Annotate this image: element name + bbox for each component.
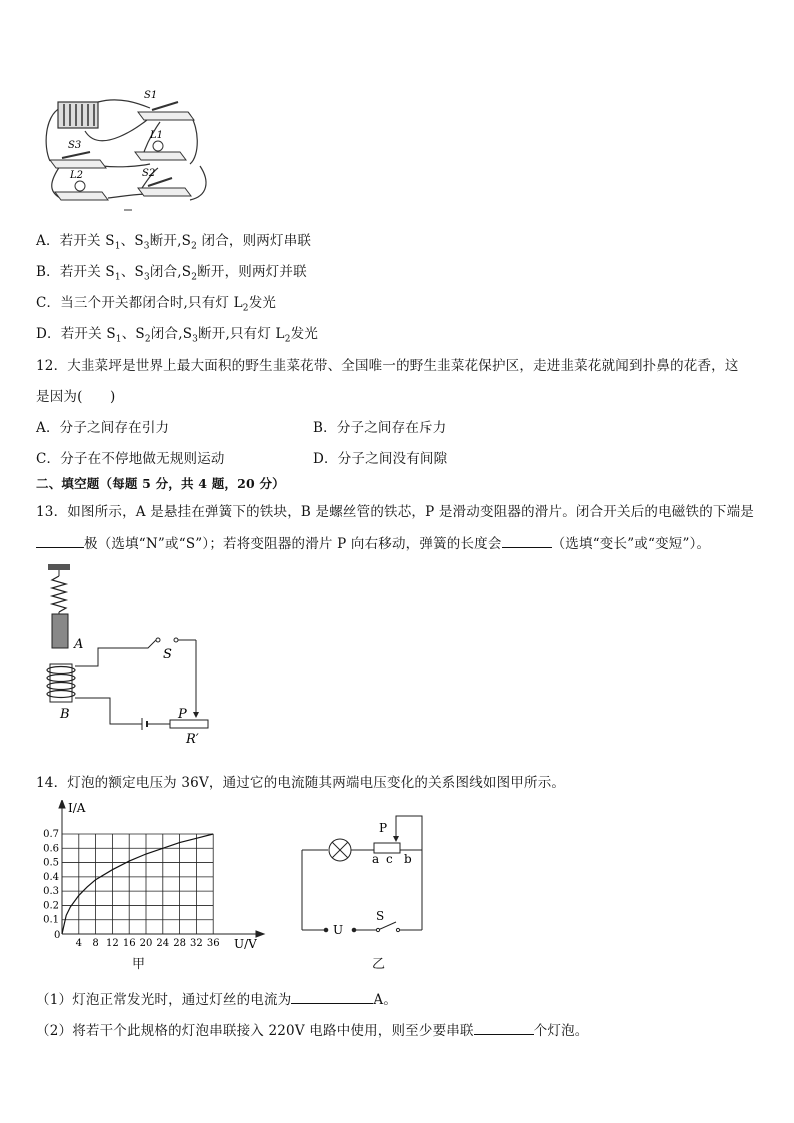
q12-option-a: A．分子之间存在引力 [36, 420, 170, 436]
q12-option-b: B．分子之间存在斥力 [313, 420, 447, 436]
q14-circuit-yi [296, 812, 428, 934]
chart-origin-label: 0 [54, 930, 61, 941]
q11-label-l2: L2 [70, 170, 84, 181]
q14-blank-count[interactable] [474, 1022, 534, 1035]
q12-stem-line1: 12．大韭菜坪是世界上最大面积的野生韭菜花带、全国唯一的野生韭菜花保护区，走进韭菜花就闻到扑鼻的花香，这 [36, 358, 739, 374]
q11-option-a: A．若开关 $S_1$、$S_3$断开$,S_2$ 闭合，则两灯串联 [36, 233, 312, 252]
x-tick-label: 12 [106, 938, 119, 949]
y-tick-label: 0.1 [43, 914, 59, 926]
x-tick-label: 4 [75, 938, 82, 949]
chart-y-label: I/A [68, 801, 86, 815]
q13-label-r: R′ [186, 732, 199, 747]
q13-label-s: S [163, 647, 172, 662]
q14-stem: 14．灯泡的额定电压为 36V，通过它的电流随其两端电压变化的关系图线如图甲所示。 [36, 775, 566, 791]
q13-stem-line1: 13．如图所示，A 是悬挂在弹簧下的铁块，B 是螺丝管的铁芯，P 是滑动变阻器的滑片。闭合开关后的电磁铁的下端是 [36, 504, 755, 520]
q13-label-b: B [60, 707, 70, 722]
x-tick-label: 36 [206, 938, 220, 949]
y-tick-label: 0.6 [43, 843, 59, 855]
q13-label-p: P [178, 707, 187, 722]
x-tick-label: 32 [190, 938, 203, 949]
q11-circuit-figure [40, 86, 210, 212]
yi-label-b: b [404, 852, 412, 866]
y-tick-label: 0.5 [43, 857, 59, 869]
fig-yi-caption: 乙 [372, 957, 386, 972]
y-tick-label: 0.4 [43, 871, 59, 883]
q13-blank-pole[interactable] [36, 535, 84, 548]
q13-stem-line2: 极（选填“N”或“S”）；若将变阻器的滑片 P 向右移动，弹簧的长度会 （选填“变长”或“变短”）。 [36, 532, 710, 552]
yi-label-u: U [333, 923, 344, 934]
q11-label-s3: S3 [68, 140, 82, 151]
chart-x-label: U/V [234, 937, 257, 951]
q14-iu-chart [38, 800, 268, 968]
x-axis-arrow [256, 931, 264, 937]
section-heading-fill-in: 二、填空题（每题 5 分，共 4 题，20 分） [36, 476, 285, 491]
q11-option-b: B．若开关 $S_1$、$S_3$闭合$,S_2$断开，则两灯并联 [36, 264, 307, 283]
q12-stem-line2: 是因为( ) [36, 389, 116, 405]
fig-jia-caption: 甲 [132, 957, 146, 972]
y-tick-label: 0.3 [43, 886, 59, 898]
q12-option-d: D．分子之间没有间隙 [313, 451, 448, 467]
x-tick-label: 16 [122, 938, 136, 949]
q11-option-d: D．若开关 $S_1$、$S_2$闭合$,S_3$断开,只有灯 $L_2$发光 [36, 326, 319, 345]
yi-label-p: P [379, 821, 388, 835]
x-tick-label: 8 [92, 938, 99, 949]
x-tick-label: 20 [139, 938, 153, 949]
q14-sub2: （2）将若干个此规格的灯泡串联接入 220V 电路中使用，则至少要串联 个灯泡。 [36, 1023, 589, 1039]
q11-label-s1: S1 [144, 90, 158, 101]
yi-label-s: S [376, 909, 385, 923]
yi-label-c: c [386, 852, 393, 866]
q13-blank-length[interactable] [502, 535, 552, 548]
y-tick-label: 0.2 [43, 900, 59, 912]
x-tick-label: 28 [173, 938, 186, 949]
q14-sub1: （1）灯泡正常发光时，通过灯丝的电流为 A。 [36, 992, 398, 1008]
iu-curve [62, 834, 213, 934]
q13-label-a: A [74, 637, 84, 652]
q12-option-c: C．分子在不停地做无规则运动 [36, 451, 225, 467]
q11-label-l1: L1 [150, 130, 164, 141]
q11-option-c: C．当三个开关都闭合时,只有灯 $L_2$发光 [36, 295, 277, 314]
yi-label-a: a [372, 852, 380, 866]
q11-label-s2: S2 [142, 168, 156, 179]
y-axis-arrow [59, 800, 65, 808]
y-tick-label: 0.7 [43, 829, 59, 840]
q14-blank-current[interactable] [291, 991, 373, 1004]
x-tick-label: 24 [156, 938, 170, 949]
q13-electromagnet-figure [38, 560, 218, 750]
